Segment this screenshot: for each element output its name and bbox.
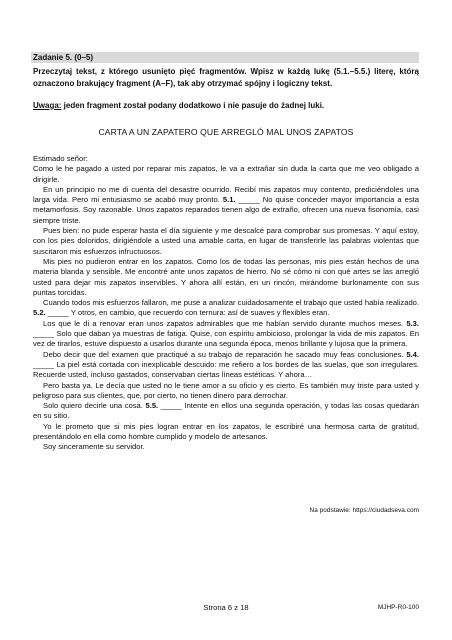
page-number: Strona 6 z 18 (203, 603, 249, 612)
paragraph-5 (33, 298, 419, 319)
task-title: Zadanie 5. (0–5) (33, 53, 94, 62)
task-note (33, 100, 419, 112)
paragraph-9 (33, 401, 419, 422)
paragraph-text: Cuando todos mis esfuerzos fallaron, me puse a analizar cuidadosamente el trabajo que usted había realizado. (43, 298, 419, 308)
paragraph-10: Yo le prometo que si mis pies logran entrar en los zapatos, le escribiré una hermosa carta de gratitud, presentándolo en ella como hombre cumplido y modelo de artesanos. (33, 421, 419, 442)
paragraph-1: Como le he pagado a usted por reparar mis zapatos, le va a extrañar sin duda la carta que me veo obligado a dirigirle. (33, 164, 419, 184)
task-instruction: Przeczytaj tekst, z którego usunięto pięć fragmentów. Wpisz w każdą lukę (5.1.–5.5.) literę, którą oznaczono brakujący fragment (A–F), tak aby otrzymać spójny i logiczny tekst. (33, 67, 419, 88)
paragraph-8: Pero basta ya. Le decía que usted no le tiene amor a su oficio y es cierto. Es también muy triste para usted y peligroso para sus clientes, que, por cierto, no tienen dinero para derrochar. (33, 380, 419, 400)
paragraph-text: Solo quiero decirle una cosa. (43, 401, 146, 411)
letter-closing: Soy sinceramente su servidor. (43, 442, 145, 452)
paragraph-text: _____ Intente en ellos una segunda operación, y todas las cosas quedarán en su sitio. (33, 401, 420, 421)
paragraph-7 (33, 350, 419, 381)
gap-5-1: 5.1. (222, 195, 236, 205)
paragraph-text: _____ Y otros, en cambio, que recuerdo con ternura: así de suaves y flexibles eran. (45, 308, 330, 318)
gap-5-2: 5.2. (33, 308, 46, 318)
paragraph-text: _____ La piel está cortada con inexplicable descuido: me refiero a los bordes de las suelas, que son irregulares. Recuerde usted, incluso gastados, conservaban ciertas líneas estéticas. Y ahora… (33, 359, 419, 380)
gap-5-3: 5.3. (406, 318, 419, 328)
source-citation: Na podstawie: https://ciudadseva.com (309, 507, 419, 514)
gap-5-5: 5.5. (145, 401, 159, 411)
paragraph-text: Los que le di a renovar eran unos zapatos admirables que me habían servido durante muchos meses. (43, 318, 407, 328)
paragraph-2 (33, 185, 419, 226)
paragraph-3: Pues bien: no pude esperar hasta el día siguiente y me descalcé para comprobar sus promesas. Y aquí estoy, con los pies doloridos, dirigiéndole a usted una amable carta, en lugar de transferirle las palabras violentas que suscitaron mis esfuerzos infructuosos. (33, 226, 419, 256)
paragraph-text: En un principio no me di cuenta del desastre ocurrido. Recibí mis zapatos muy contento, prediciéndoles una larga vida. Pero mi entusiasmo se acabó muy pronto. (33, 184, 419, 205)
paragraph-text: Debo decir que del examen que practiqué a su trabajo de reparación he sacado muy feas conclusiones. (43, 349, 407, 359)
paragraph-6 (33, 319, 419, 350)
exam-code: MJHP-R0-100 (377, 604, 419, 611)
gap-5-4: 5.4. (406, 349, 419, 359)
note-label: Uwaga: (33, 101, 62, 110)
letter-salutation: Estimado señor: (33, 154, 88, 163)
paragraph-text: _____ Solo que daban ya muestras de fatiga. Quise, con espíritu ambicioso, prolongar la vida de mis zapatos. En vez de tirarlos, estuve dispuesto a usarlos durante una segunda época, menos brillante y lujosa que la primera. (33, 329, 419, 349)
letter-heading: CARTA A UN ZAPATERO QUE ARREGLÓ MAL UNOS ZAPATOS (98, 127, 354, 137)
paragraph-4: Mis pies no pudieron entrar en los zapatos. Como los de todas las personas, mis pies están hechos de una materia blanda y sensible. Me encontré ante unos zapatos de hierro. No sé cómo ni con qué artes se las arregló usted para dejar mis zapatos inservibles. Y ahora allí están, en un rincón, mirándome burlonamente con sus puntas torcidas. (33, 256, 419, 297)
note-text: jeden fragment został podany dodatkowo i nie pasuje do żadnej luki. (61, 101, 325, 110)
letter-body (33, 154, 419, 453)
paragraph-text: _____ No quise conceder mayor importancia a esta metamorfosis. Soy razonable. Unos zapatos reparados tienen algo de extraño, ofrecen una nueva fisonomía, casi siempre triste. (33, 195, 420, 225)
